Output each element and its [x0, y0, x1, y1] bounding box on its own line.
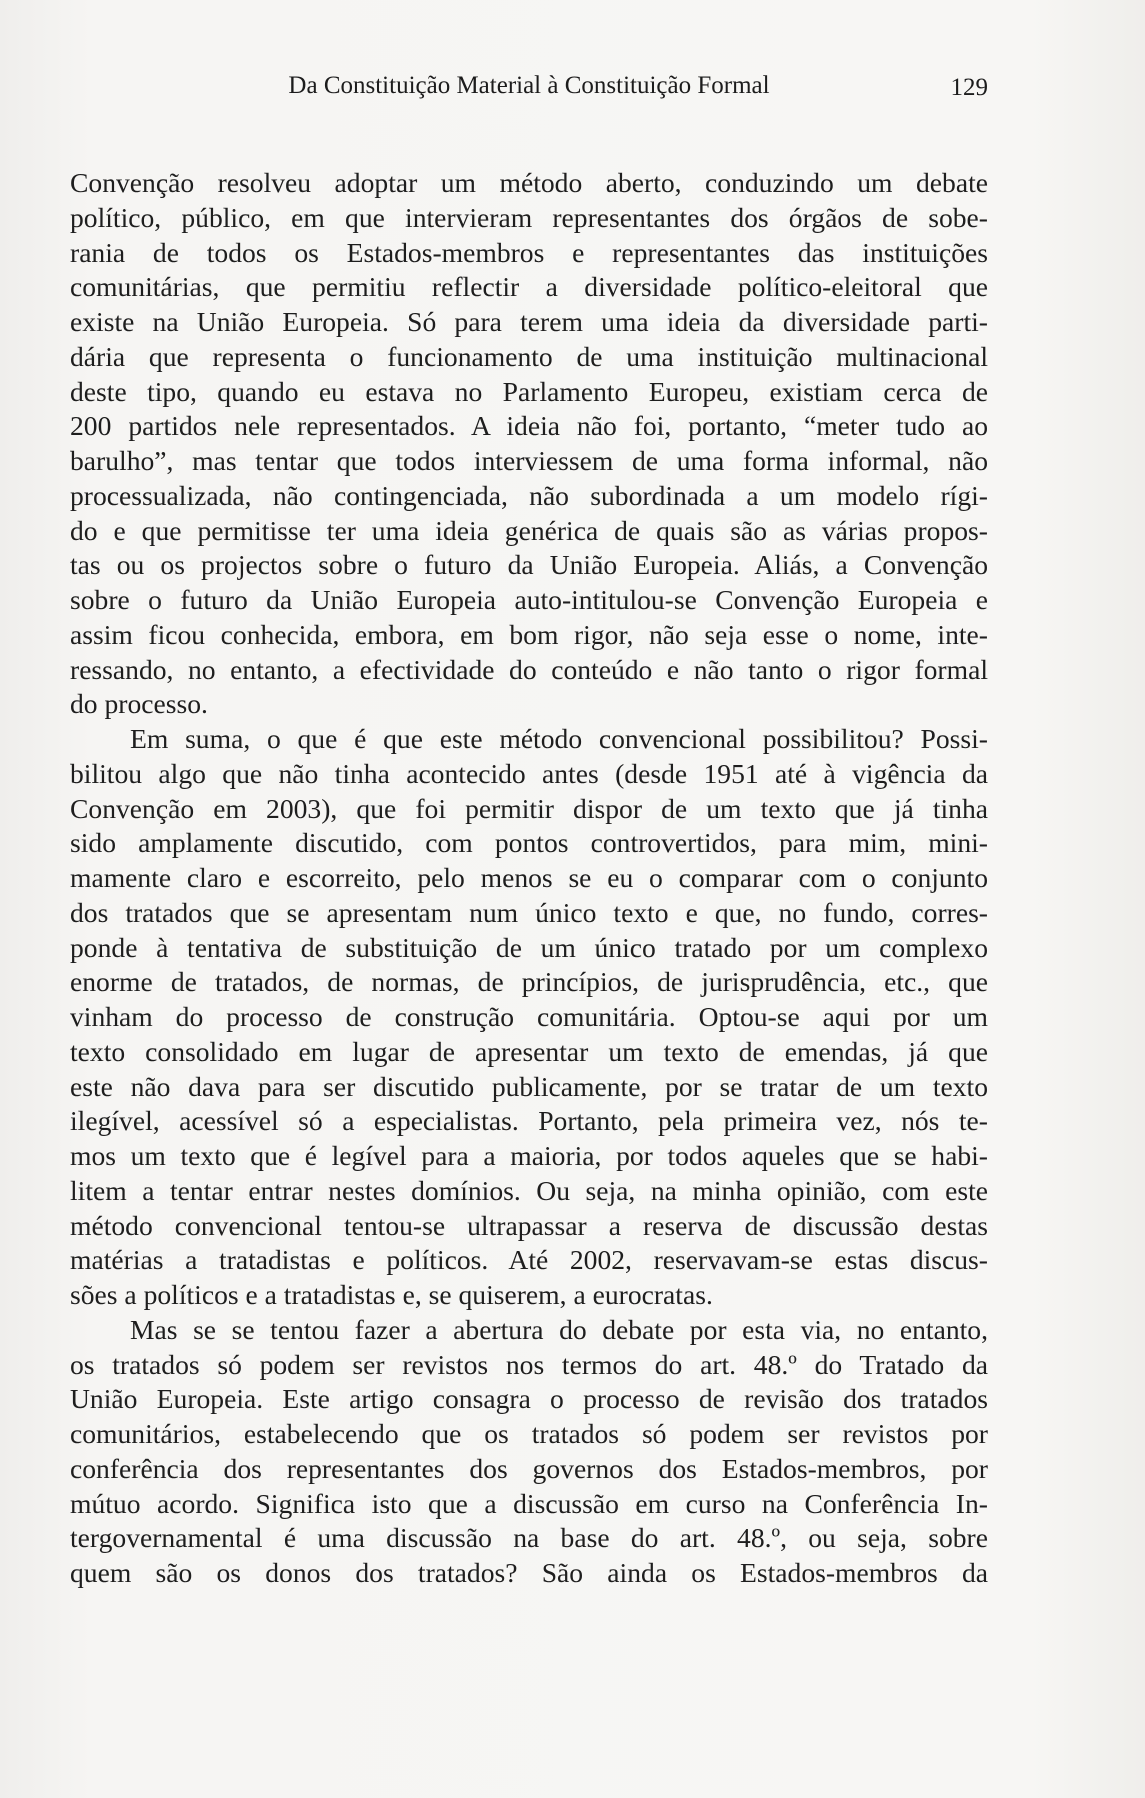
text-line: tas ou os projectos sobre o futuro da União Europeia. Aliás, a Convenção [70, 549, 988, 581]
text-line: enorme de tratados, de normas, de princípios, de jurisprudência, etc., que [70, 966, 988, 998]
text-line: rania de todos os Estados-membros e representantes das instituições [70, 236, 988, 268]
text-line: sões a políticos e a tratadistas e, se quiserem, a eurocratas. [70, 1279, 713, 1310]
text-line: do processo. [70, 688, 208, 720]
text-line: comunitárias, que permitiu reflectir a diversidade político-eleitoral que [70, 271, 988, 303]
text-line: matérias a tratadistas e políticos. Até 2002, reservavam-se estas discus- [70, 1244, 988, 1276]
text-line: barulho”, mas tentar que todos interviessem de uma forma informal, não [70, 445, 988, 476]
text-line: ressando, no entanto, a efectividade do conteúdo e não tanto o rigor formal [70, 653, 988, 685]
text-line: mamente claro e escorreito, pelo menos se eu o comparar com o conjunto [70, 862, 988, 893]
text-line: ponde à tentativa de substituição de um único tratado por um complexo [70, 931, 988, 963]
page-number: 129 [950, 74, 988, 101]
text-line: sido amplamente discutido, com pontos controvertidos, para mim, mini- [70, 827, 988, 859]
text-line: vinham do processo de construção comunitária. Optou-se aqui por um [70, 1001, 988, 1032]
paragraph [70, 166, 988, 722]
text-line: ilegível, acessível só a especialistas. Portanto, pela primeira vez, nós te- [70, 1105, 988, 1137]
text-line: Convenção em 2003), que foi permitir dispor de um texto que já tinha [70, 792, 988, 824]
text-line: mútuo acordo. Significa isto que a discussão em curso na Conferência In- [70, 1487, 988, 1519]
text-line: os tratados só podem ser revistos nos termos do art. 48.º do Tratado da [70, 1348, 988, 1380]
text-line: comunitários, estabelecendo que os tratados só podem ser revistos por [70, 1418, 988, 1449]
text-line: conferência dos representantes dos governos dos Estados-membros, por [70, 1452, 988, 1484]
paragraph [70, 722, 988, 1313]
text-line: quem são os donos dos tratados? São ainda os Estados-membros da [70, 1557, 988, 1588]
text-line: deste tipo, quando eu estava no Parlamento Europeu, existiam cerca de [70, 375, 988, 407]
text-line: dária que representa o funcionamento de uma instituição multinacional [70, 340, 988, 372]
text-line: existe na União Europeia. Só para terem uma ideia da diversidade parti- [70, 306, 988, 337]
text-line: mos um texto que é legível para a maioria, por todos aqueles que se habi- [70, 1140, 988, 1171]
text-line: bilitou algo que não tinha acontecido antes (desde 1951 até à vigência da [70, 757, 988, 789]
running-title: Da Constituição Material à Constituição Formal [288, 72, 770, 99]
text-line: sobre o futuro da União Europeia auto-intitulou-se Convenção Europeia e [70, 584, 988, 615]
text-line: tergovernamental é uma discussão na base do art. 48.º, ou seja, sobre [70, 1522, 988, 1554]
text-line: assim ficou conhecida, embora, em bom rigor, não seja esse o nome, inte- [70, 618, 988, 650]
text-line: dos tratados que se apresentam num único texto e que, no fundo, corres- [70, 896, 988, 928]
running-head [70, 66, 988, 106]
text-line: este não dava para ser discutido publicamente, por se tratar de um texto [70, 1070, 988, 1102]
text-line: processualizada, não contingenciada, não subordinada a um modelo rígi- [70, 479, 988, 511]
text-line: método convencional tentou-se ultrapassar a reserva de discussão destas [70, 1209, 988, 1241]
text-line: do e que permitisse ter uma ideia genérica de quais são as várias propos- [70, 514, 988, 546]
text-line: Em suma, o que é que este método convencional possibilitou? Possi- [130, 723, 988, 754]
body-text [70, 166, 988, 1591]
text-line: político, público, em que intervieram representantes dos órgãos de sobe- [70, 201, 988, 233]
text-line: litem a tentar entrar nestes domínios. Ou seja, na minha opinião, com este [70, 1174, 988, 1206]
text-line: Convenção resolveu adoptar um método aberto, conduzindo um debate [70, 167, 988, 198]
paragraph [70, 1313, 988, 1591]
text-line: Mas se se tentou fazer a abertura do debate por esta via, no entanto, [130, 1313, 988, 1345]
text-line: texto consolidado em lugar de apresentar um texto de emendas, já que [70, 1035, 988, 1067]
text-line: União Europeia. Este artigo consagra o processo de revisão dos tratados [70, 1383, 988, 1415]
text-line: 200 partidos nele representados. A ideia não foi, portanto, “meter tudo ao [70, 410, 988, 442]
